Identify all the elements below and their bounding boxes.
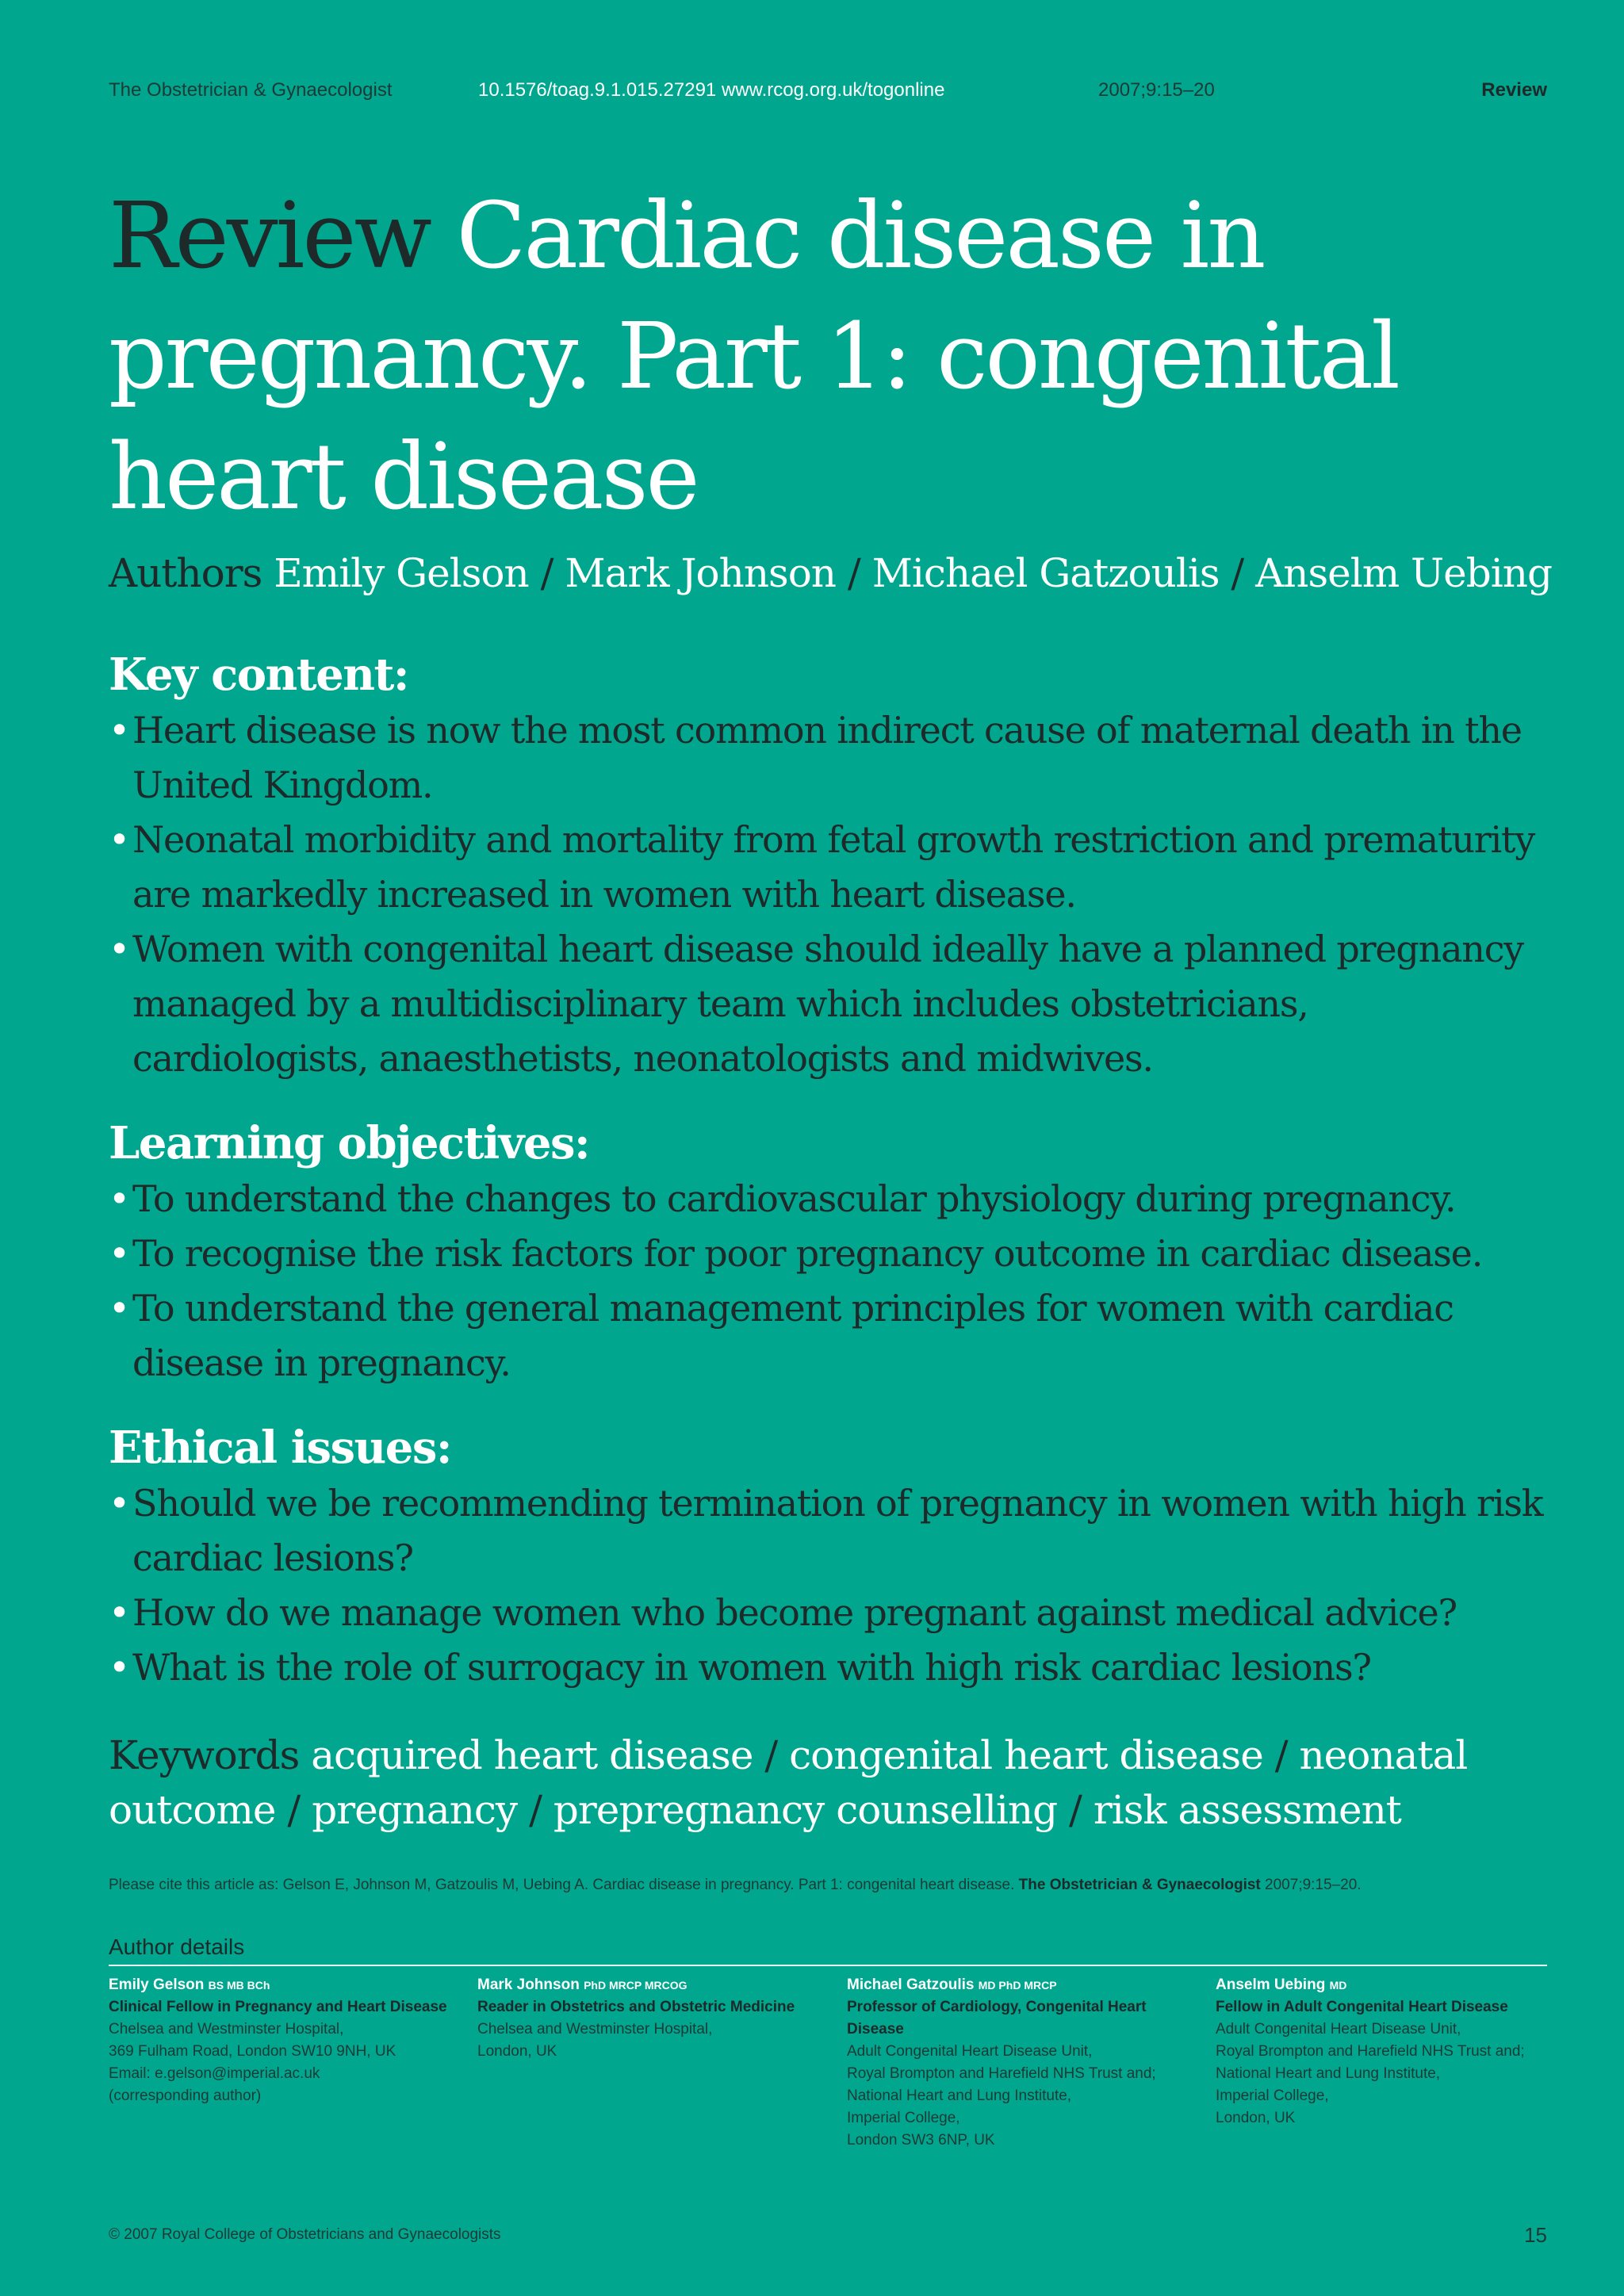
bullet-icon: • xyxy=(109,709,129,752)
running-header xyxy=(109,79,1547,103)
list-item: • Heart disease is now the most common indirect cause of maternal death in the United Kingdom. xyxy=(109,703,1552,813)
key-content-heading: Key content: xyxy=(109,649,409,701)
title-line-1: Cardiac disease in xyxy=(456,183,1264,289)
issue-date: 2007;9:15–20 xyxy=(1098,79,1215,101)
authors-label: Authors xyxy=(109,550,262,596)
list-item: • To understand the general management principles for women with cardiac disease in pregnancy. xyxy=(109,1281,1552,1391)
author-detail-card: Emily Gelson BS MB BCh Clinical Fellow in Pregnancy and Heart Disease Chelsea and Westminster Hospital, 369 Fulham Road, London SW10 9NH, UK Email: e.gelson@imperial.ac.uk (corresponding author) xyxy=(109,1974,458,2107)
list-item: • To understand the changes to cardiovascular physiology during pregnancy. xyxy=(109,1172,1552,1226)
learning-objectives-section xyxy=(109,1115,1552,1391)
journal-name: The Obstetrician & Gynaecologist xyxy=(109,79,393,101)
copyright: © 2007 Royal College of Obstetricians and Gynaecologists xyxy=(109,2226,501,2243)
author-line: Authors Emily Gelson / Mark Johnson / Michael Gatzoulis / Anselm Uebing xyxy=(109,550,1552,596)
learning-objectives-heading: Learning objectives: xyxy=(109,1117,590,1169)
learning-objectives-list xyxy=(109,1172,1552,1391)
key-content-section xyxy=(109,646,1552,1086)
author-name: Mark Johnson xyxy=(565,550,837,596)
article-title xyxy=(109,176,1536,538)
author-name: Emily Gelson xyxy=(274,550,529,596)
list-item: • What is the role of surrogacy in women with high risk cardiac lesions? xyxy=(109,1640,1552,1695)
author-detail-card: Anselm Uebing MD Fellow in Adult Congenital Heart Disease Adult Congenital Heart Disease Unit, Royal Brompton and Harefield NHS Trust and; National Heart and Lung Institute, Imperial College, London, UK xyxy=(1216,1976,1525,2126)
key-content-list xyxy=(109,703,1552,1086)
keyword: prepregnancy counselling xyxy=(553,1787,1058,1833)
section-label: Review xyxy=(1481,79,1547,101)
page-footer xyxy=(109,2223,1547,2247)
citation-journal: The Obstetrician & Gynaecologist xyxy=(1018,1877,1261,1893)
list-item: • To recognise the risk factors for poor pregnancy outcome in cardiac disease. xyxy=(109,1226,1552,1281)
keyword: risk assessment xyxy=(1093,1787,1401,1833)
bullet-icon: • xyxy=(109,1232,129,1275)
title-line-3: heart disease xyxy=(109,424,698,530)
title-line-2: pregnancy. Part 1: congenital xyxy=(109,304,1398,410)
title-kicker: Review xyxy=(109,183,430,289)
bullet-icon: • xyxy=(109,1177,129,1220)
citation-note: Please cite this article as: Gelson E, Johnson M, Gatzoulis M, Uebing A. Cardiac disease in pregnancy. Part 1: congenital heart disease. The Obstetrician & Gynaecologist 2007;9:15–20. xyxy=(109,1877,1362,1893)
ethical-issues-list xyxy=(109,1476,1552,1695)
doi-link[interactable]: 10.1576/toag.9.1.015.27291 xyxy=(478,79,717,101)
list-item: • Women with congenital heart disease should ideally have a planned pregnancy managed by a multidisciplinary team which includes obstetricians, cardiologists, anaesthetists, neonatologists and midwives. xyxy=(109,922,1552,1086)
author-detail-card: Mark Johnson PhD MRCP MRCOG Reader in Obstetrics and Obstetric Medicine Chelsea and Westminster Hospital, London, UK xyxy=(477,1976,795,2060)
keyword: neonatal outcome xyxy=(109,1732,1468,1833)
bullet-icon: • xyxy=(109,1646,129,1689)
keywords: Keywords acquired heart disease / congenital heart disease / neonatal outcome / pregnancy / prepregnancy counselling / risk assessment xyxy=(109,1732,1468,1833)
bullet-icon: • xyxy=(109,818,129,861)
page-number: 15 xyxy=(1524,2223,1547,2247)
journal-url-link[interactable]: www.rcog.org.uk/togonline xyxy=(721,79,945,101)
keywords-label: Keywords xyxy=(109,1732,300,1778)
bullet-icon: • xyxy=(109,1591,129,1634)
author-name: Anselm Uebing xyxy=(1255,550,1552,596)
keyword: congenital heart disease xyxy=(789,1732,1263,1778)
list-item: • Neonatal morbidity and mortality from fetal growth restriction and prematurity are markedly increased in women with heart disease. xyxy=(109,813,1552,922)
bullet-icon: • xyxy=(109,1482,129,1525)
author-details-heading: Author details xyxy=(109,1934,1547,1966)
ethical-issues-section xyxy=(109,1419,1552,1695)
keyword: acquired heart disease xyxy=(311,1732,753,1778)
author-name: Michael Gatzoulis xyxy=(871,550,1220,596)
bullet-icon: • xyxy=(109,928,129,970)
author-detail-card: Michael Gatzoulis MD PhD MRCP Professor of Cardiology, Congenital Heart Disease Adult Congenital Heart Disease Unit, Royal Brompton and Harefield NHS Trust and; National Heart and Lung Institute, Imperial College, London SW3 6NP, UK xyxy=(847,1976,1156,2149)
doi-and-url xyxy=(478,79,944,101)
list-item: • Should we be recommending termination of pregnancy in women with high risk cardiac lesions? xyxy=(109,1476,1552,1586)
list-item: • How do we manage women who become pregnant against medical advice? xyxy=(109,1586,1552,1640)
ethical-issues-heading: Ethical issues: xyxy=(109,1422,452,1474)
keyword: pregnancy xyxy=(312,1787,518,1833)
bullet-icon: • xyxy=(109,1287,129,1330)
email-link[interactable]: Email: e.gelson@imperial.ac.uk xyxy=(109,2065,320,2082)
